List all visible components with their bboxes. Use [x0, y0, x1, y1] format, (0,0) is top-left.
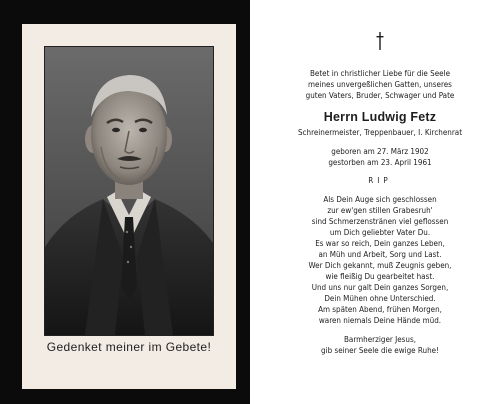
closing-prayer — [260, 334, 500, 356]
poem-line: Es war so reich, Dein ganzes Leben, — [315, 239, 445, 248]
poem-line: an Müh und Arbeit, Sorg und Last. — [318, 250, 442, 259]
card-inner-panel — [22, 24, 236, 389]
rip-text: RIP — [368, 176, 392, 185]
poem-line: waren niemals Deine Hände müd. — [318, 316, 442, 325]
poem — [260, 194, 500, 326]
death-date: gestorben am 23. April 1961 — [328, 158, 432, 167]
dates-block — [260, 146, 500, 168]
poem-line: wie fleißig Du gearbeitet hast. — [325, 272, 435, 281]
intro-text — [260, 68, 500, 101]
portrait-photo — [44, 46, 214, 336]
cross-icon — [376, 32, 384, 50]
poem-line: sind Schmerzenstränen viel geflossen — [311, 217, 449, 226]
card-caption: Gedenket meiner im Gebete! — [46, 340, 212, 354]
intro-line: Betet in christlicher Liebe für die Seele — [309, 69, 450, 78]
poem-line: Dein Mühen ohne Unterschied. — [324, 294, 436, 303]
portrait-illustration — [45, 47, 213, 335]
occupation-text: Schreinermeister, Treppenbauer, I. Kirchenrat — [297, 128, 463, 137]
poem-line: Wer Dich gekannt, muß Zeugnis geben, — [308, 261, 452, 270]
poem-line: zur ew'gen stillen Grabesruh' — [327, 206, 433, 215]
closing-line: Barmherziger Jesus, — [343, 335, 417, 344]
closing-line: gib seiner Seele die ewige Ruhe! — [321, 346, 439, 355]
right-text-page — [260, 0, 500, 404]
poem-line: Als Dein Auge sich geschlossen — [323, 195, 437, 204]
birth-date: geboren am 27. März 1902 — [331, 147, 429, 156]
poem-line: um Dich geliebter Vater Du. — [329, 228, 431, 237]
intro-line: guten Vaters, Bruder, Schwager und Pate — [305, 91, 455, 100]
poem-line: Und uns nur galt Dein ganzes Sorgen, — [311, 283, 449, 292]
poem-line: Am späten Abend, frühen Morgen, — [318, 305, 442, 314]
deceased-name: Herrn Ludwig Fetz — [323, 110, 437, 124]
intro-line: meines unvergeßlichen Gatten, unseres — [308, 80, 452, 89]
